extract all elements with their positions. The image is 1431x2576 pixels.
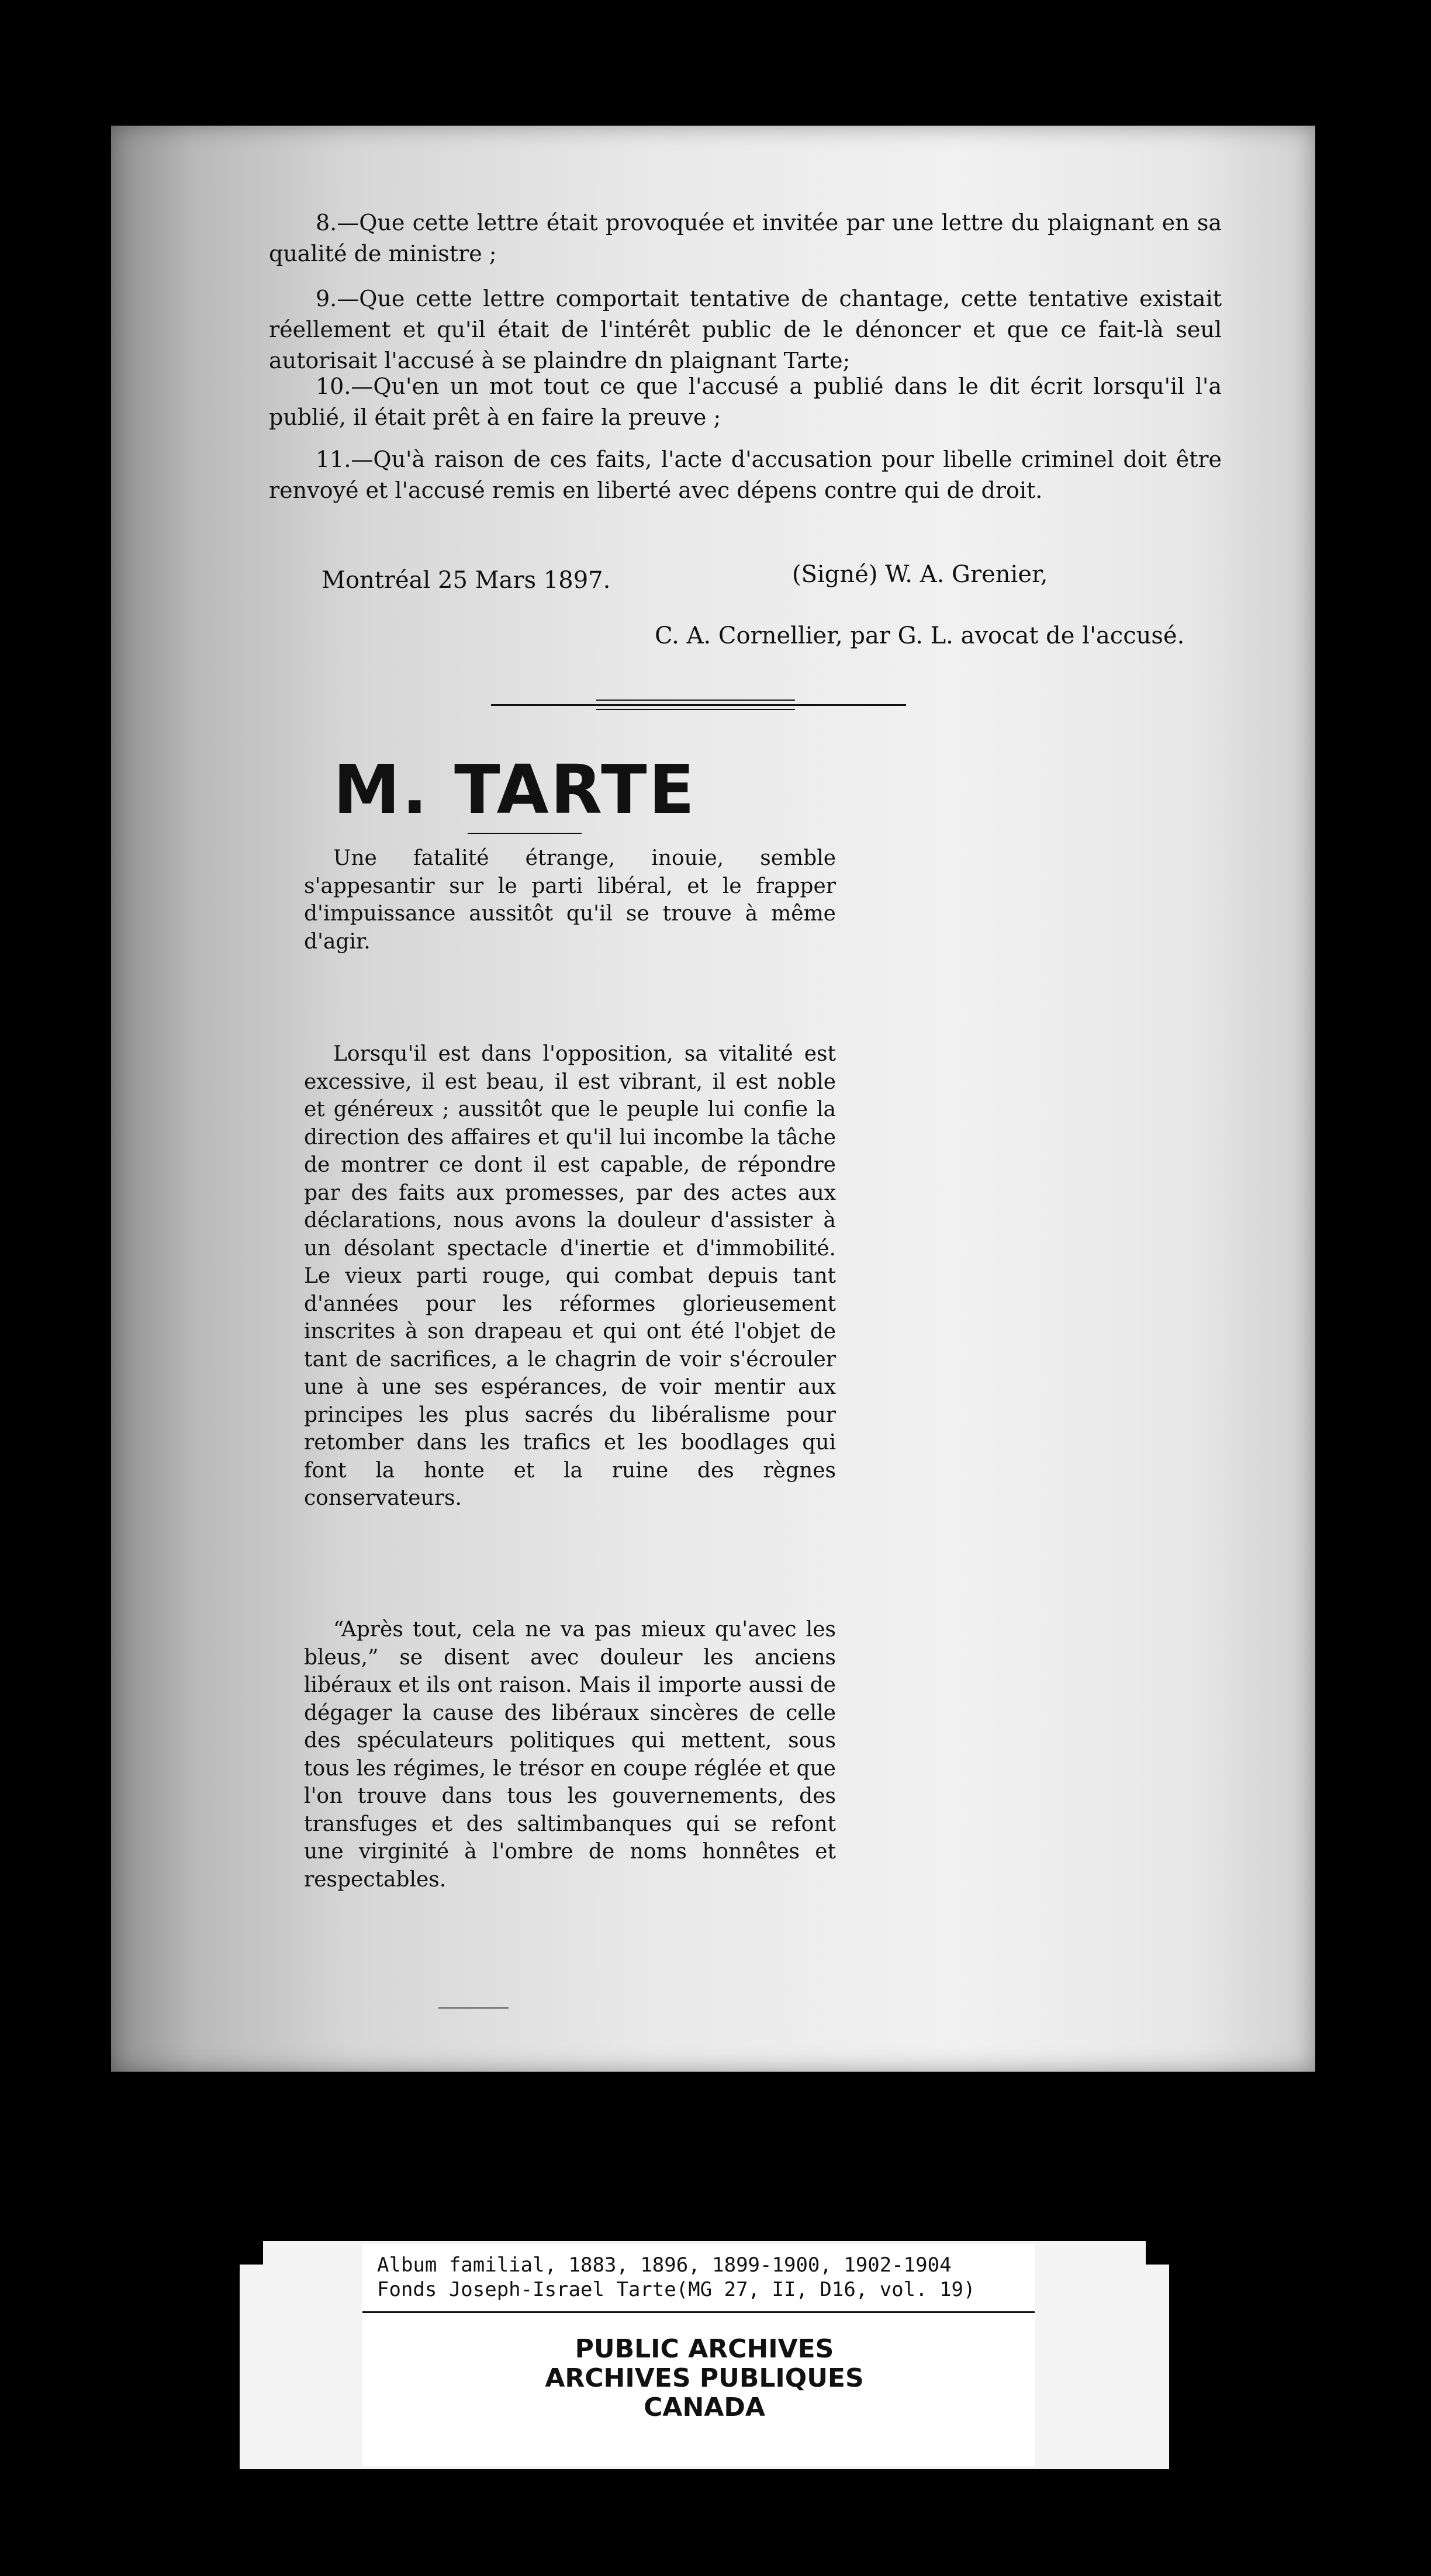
article-lead (304, 844, 836, 955)
article-paragraph-1-text: Lorsqu'il est dans l'opposition, sa vitalité est excessive, il est beau, il est vibrant, il est noble et généreux ; aussitôt que le peuple lui confie la direction des affaires et qu'il lui incombe la tâche de montrer ce dont il est capable, de répondre par des faits aux promesses, par des actes aux déclarations, nous avons la douleur d'assister à un désolant spectacle d'inertie et d'immobilité. Le vieux parti rouge, qui combat depuis tant d'années pour les réformes glorieusement inscrites à son drapeau et qui ont été l'objet de tant de sacrifices, a le chagrin de voir s'écrouler une à une ses espérances, de voir mentir aux principes les plus sacrés du libéralisme pour retomber dans les trafics et les boodlages qui font la honte et la ruine des règnes conservateurs. (304, 1042, 836, 1510)
headline-underline (468, 833, 582, 834)
counsel-line: C. A. Cornellier, par G. L. avocat de l'accusé. (655, 622, 1185, 649)
label-corner-slot-right (1146, 2241, 1169, 2265)
archive-line-2: Fonds Joseph-Israel Tarte(MG 27, II, D16, vol. 19) (377, 2278, 976, 2301)
place-date: Montréal 25 Mars 1897. (322, 567, 611, 594)
stamp-line-3: CANADA (644, 2393, 765, 2422)
item-10-text: 10.—Qu'en un mot tout ce que l'accusé a publié dans le dit écrit lorsqu'il l'a publié, il était prêt à en faire la preuve ; (269, 373, 1222, 430)
archive-typed-reference (377, 2253, 1032, 2302)
item-8 (269, 207, 1222, 269)
item-8-text: 8.—Que cette lettre était provoquée et invitée par une lettre du plaignant en sa qualité de ministre ; (269, 210, 1222, 266)
article-paragraph-2 (304, 1616, 836, 1893)
item-11 (269, 444, 1222, 506)
article-lead-text: Une fatalité étrange, inouie, semble s'appesantir sur le parti libéral, et le frapper d'impuissance aussitôt qu'il se trouve à même d'agir. (304, 846, 836, 954)
archive-line-1: Album familial, 1883, 1896, 1899-1900, 1902-1904 (377, 2253, 952, 2277)
label-corner-slot (240, 2241, 263, 2265)
divider-rule-accent (596, 700, 795, 701)
divider-rule-accent-lower (596, 709, 795, 710)
document-page (111, 126, 1315, 2072)
item-9 (269, 283, 1222, 376)
item-11-text: 11.—Qu'à raison de ces faits, l'acte d'accusation pour libelle criminel doit être renvoyé et l'accusé remis en liberté avec dépens contre qui de droit. (269, 446, 1222, 503)
signed-by: (Signé) W. A. Grenier, (792, 561, 1048, 588)
item-10 (269, 371, 1222, 433)
stamp-line-1: PUBLIC ARCHIVES (575, 2334, 834, 2364)
archive-label-card (240, 2241, 1169, 2469)
item-9-text: 9.—Que cette lettre comportait tentative de chantage, cette tentative existait réellement et qu'il était de l'intérêt public de le dénoncer et que ce fait-là seul autorisait l'accusé à se plaindre dn plaignant Tarte; (269, 286, 1222, 373)
divider-rule (491, 704, 906, 706)
label-separator (362, 2311, 1035, 2313)
archive-stamp (240, 2335, 1169, 2422)
article-paragraph-1 (304, 1040, 836, 1512)
end-mark (438, 2007, 509, 2009)
article-headline: M. TARTE (333, 751, 697, 829)
stamp-line-2: ARCHIVES PUBLIQUES (545, 2363, 864, 2393)
article-paragraph-2-text: “Après tout, cela ne va pas mieux qu'avec les bleus,” se disent avec douleur les anciens libéraux et ils ont raison. Mais il importe aussi de dégager la cause des libéraux sincères de celle des spéculateurs politiques qui mettent, sous tous les régimes, le trésor en coupe réglée et que l'on trouve dans tous les gouvernements, des transfuges et des saltimbanques qui se refont une virginité à l'ombre de noms honnêtes et respectables. (304, 1618, 836, 1892)
